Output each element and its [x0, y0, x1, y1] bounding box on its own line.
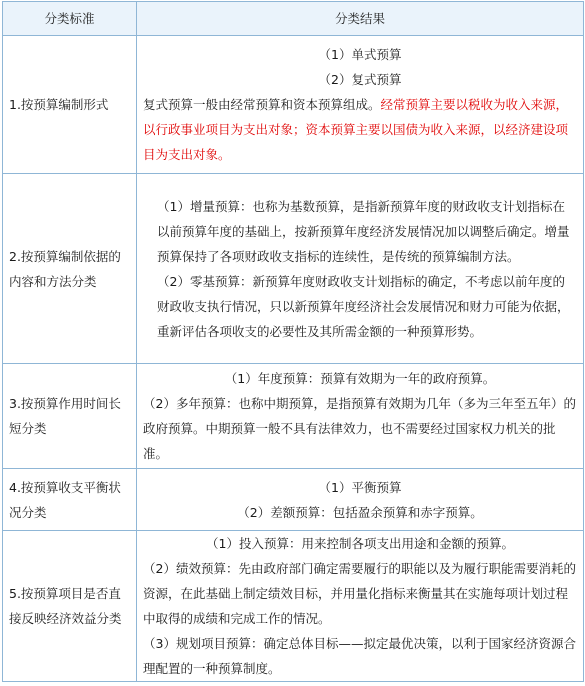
desc-plain: 复式预算一般由经常预算和资本预算组成。: [143, 97, 381, 112]
table-row: [3, 36, 584, 174]
result-paragraph: （2）绩效预算：先由政府部门确定需要履行的职能以及为履行职能需要消耗的资源，在此基础上制定绩效目标，并用量化指标来衡量其在实施每项计划过程中取得的成绩和完成工作的情况。: [143, 561, 576, 626]
result-line: （2）复式预算: [318, 72, 402, 87]
result-paragraph: （1）投入预算：用来控制各项支出用途和金额的预算。: [206, 536, 514, 551]
table-row: [3, 174, 584, 364]
row-category: 3.按预算作用时间长短分类: [3, 364, 137, 469]
result-paragraph: （2）零基预算：新预算年度财政收支计划指标的确定，不考虑以前年度的财政收支执行情况，只以新预算年度经济社会发展情况和财力可能为依据，重新评估各项收支的必要性及其所需金额的一种预算形势。: [157, 273, 570, 339]
row-result: [137, 174, 584, 364]
row-result: [137, 36, 584, 174]
table-row: [3, 364, 584, 469]
row-category: 4.按预算收支平衡状况分类: [3, 469, 137, 531]
result-paragraph: （2）差额预算：包括盈余预算和赤字预算。: [237, 504, 483, 520]
header-category: 分类标准: [3, 2, 137, 36]
row-result: [137, 469, 584, 531]
result-paragraph: （1）平衡预算: [318, 479, 402, 495]
table-row: [3, 531, 584, 682]
result-paragraph: （1）年度预算：预算有效期为一年的政府预算。: [224, 371, 496, 386]
result-paragraph: （2）多年预算：也称中期预算，是指预算有效期为几年（多为三年至五年）的政府预算。中期预算一般不具有法律效力，也不需要经过国家权力机关的批准。: [143, 396, 576, 461]
table-row: [3, 469, 584, 531]
desc-highlight: 经常预算主要以税收为收入来源，以行政事业项目为支出对象；资本预算主要以国债为收入来源，以经济建设项目为支出对象。: [143, 97, 569, 162]
row-result: [137, 364, 584, 469]
result-line: （1）单式预算: [318, 47, 402, 62]
budget-classification-table: [2, 1, 584, 682]
result-paragraph: （3）规划项目预算：确定总体目标——拟定最优决策，以利于国家经济资源合理配置的一种预算制度。: [143, 636, 576, 676]
row-category: 2.按预算编制依据的内容和方法分类: [3, 174, 137, 364]
result-paragraph: （1）增量预算：也称为基数预算，是指新预算年度的财政收支计划指标在以前预算年度的基础上，按新预算年度经济发展情况加以调整后确定。增量预算保持了各项财政收支指标的连续性，是传统的预算编制方法。: [157, 198, 570, 264]
row-category: 1.按预算编制形式: [3, 36, 137, 174]
header-result: 分类结果: [137, 2, 584, 36]
result-paragraph: [143, 92, 577, 167]
table-header-row: [3, 2, 584, 36]
row-category: 5.按预算项目是否直接反映经济效益分类: [3, 531, 137, 682]
row-result: [137, 531, 584, 682]
